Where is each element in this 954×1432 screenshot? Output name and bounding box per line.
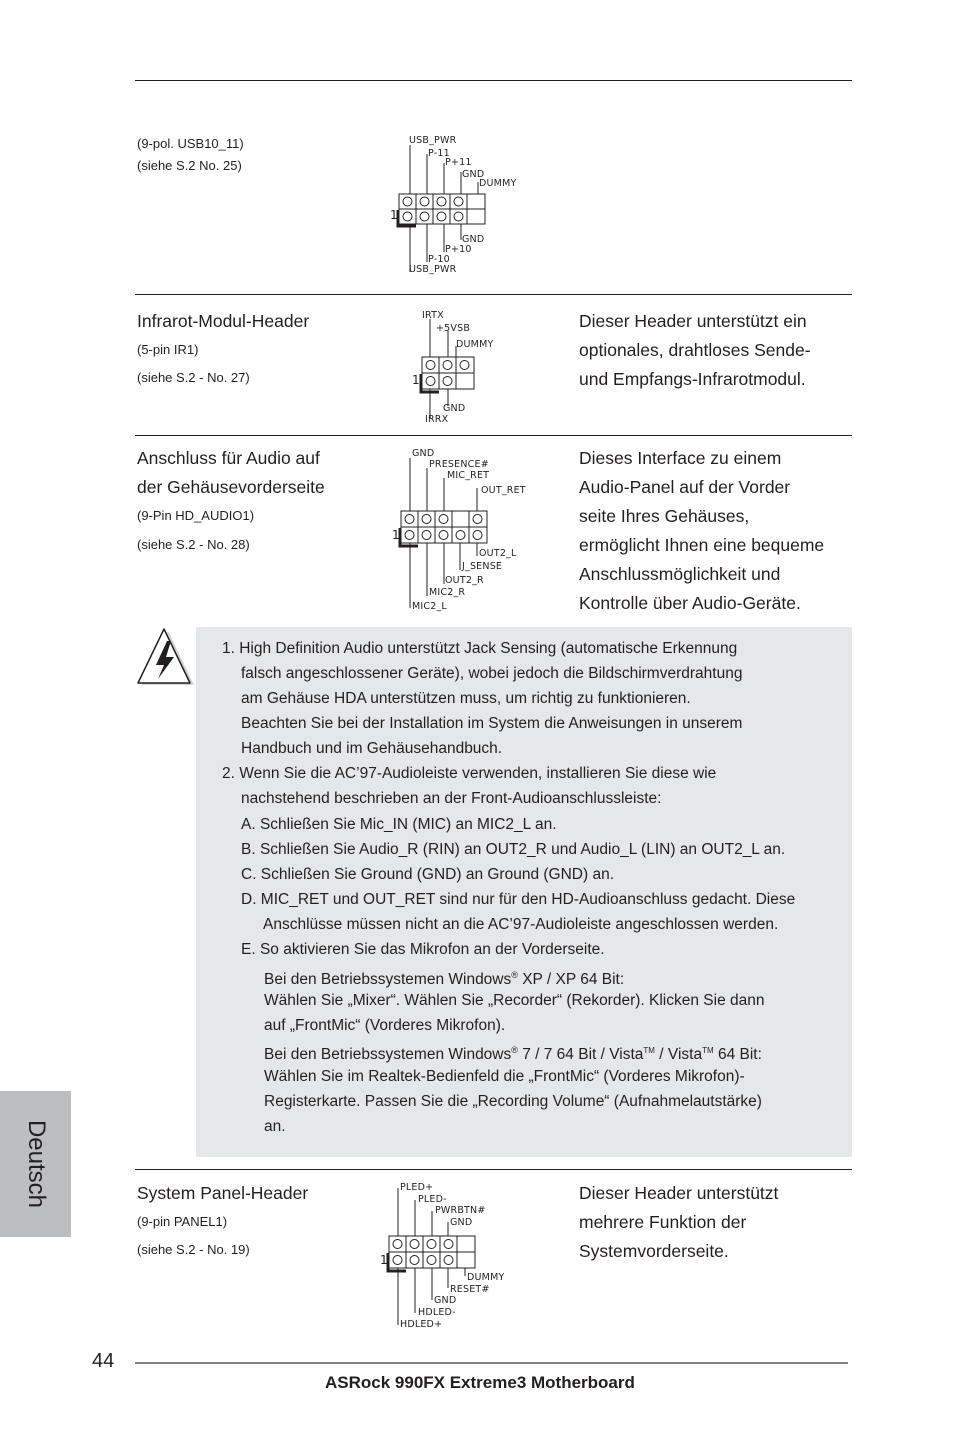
usb-pin-label-gnd-top: GND bbox=[462, 169, 485, 180]
audio-pin-label-mic-ret: MIC_RET bbox=[447, 470, 490, 481]
trademark-mark: TM bbox=[643, 1046, 655, 1055]
ir-header-title: Infrarot-Modul-Header bbox=[137, 311, 310, 331]
usb-header-reference: (siehe S.2 No. 25) bbox=[137, 158, 242, 173]
note-line-17-tail: 64 Bit: bbox=[713, 1046, 762, 1064]
ir-pin-label-gnd: GND bbox=[443, 403, 466, 414]
notes-box bbox=[196, 627, 852, 1157]
audio-header-reference: (siehe S.2 - No. 28) bbox=[137, 537, 250, 552]
trademark-mark: TM bbox=[702, 1046, 714, 1055]
note-line-17-mid1: 7 / 7 64 Bit / Vista bbox=[517, 1046, 644, 1064]
ir-description-line-1: Dieser Header unterstützt ein bbox=[579, 311, 807, 331]
note-line-13: E. So aktivieren Sie das Mikrofon an der Vorderseite. bbox=[241, 941, 605, 958]
note-line-17 bbox=[264, 1038, 762, 1067]
note-line-17-text: Bei den Betriebssystemen Windows bbox=[264, 1046, 512, 1064]
note-line-14-tail: XP / XP 64 Bit: bbox=[517, 971, 625, 989]
ir-pin1-marker: 1 bbox=[412, 373, 420, 387]
footer-title: ASRock 990FX Extreme3 Motherboard bbox=[325, 1373, 635, 1392]
panel-description-line-2: mehrere Funktion der bbox=[579, 1212, 747, 1232]
usb-pin-label-usb-pwr-top: USB_PWR bbox=[409, 135, 457, 146]
panel-description-line-3: Systemvorderseite. bbox=[579, 1241, 729, 1261]
panel-pin-label-hdled-minus: HDLED- bbox=[418, 1307, 456, 1318]
panel-pin-label-gnd-top: GND bbox=[450, 1217, 473, 1228]
panel-pin-label-pwrbtn: PWRBTN# bbox=[435, 1205, 486, 1216]
note-line-14-text: Bei den Betriebssystemen Windows bbox=[264, 971, 512, 989]
audio-description-line-6: Kontrolle über Audio-Geräte. bbox=[579, 593, 801, 613]
audio-description-line-5: Anschlussmöglichkeit und bbox=[579, 564, 781, 584]
panel-pin-label-pled-minus: PLED- bbox=[418, 1194, 447, 1205]
section-divider-2 bbox=[135, 435, 852, 436]
usb-pin-label-p-plus-10: P+10 bbox=[445, 244, 472, 255]
note-line-6: 2. Wenn Sie die AC’97-Audioleiste verwenden, installieren Sie diese wie bbox=[222, 765, 717, 782]
warning-icon bbox=[136, 627, 196, 694]
section-divider-1 bbox=[135, 294, 852, 295]
language-tab bbox=[0, 1091, 71, 1237]
audio-pin-label-presence: PRESENCE# bbox=[429, 459, 489, 470]
usb-pin-label-p-plus-11: P+11 bbox=[445, 157, 472, 168]
note-line-18: Wählen Sie im Realtek-Bedienfeld die „FrontMic“ (Vorderes Mikrofon)- bbox=[264, 1068, 745, 1085]
panel-pin-label-hdled-plus: HDLED+ bbox=[400, 1319, 443, 1330]
panel-header-reference: (siehe S.2 - No. 19) bbox=[137, 1242, 250, 1257]
top-rule bbox=[135, 80, 852, 81]
note-line-20: an. bbox=[264, 1118, 286, 1135]
ir-description-line-2: optionales, drahtloses Sende- bbox=[579, 340, 811, 360]
audio-pin-label-out-ret: OUT_RET bbox=[481, 485, 526, 496]
audio-description-line-2: Audio-Panel auf der Vorder bbox=[579, 477, 791, 497]
usb-pin-label-dummy: DUMMY bbox=[479, 178, 517, 189]
note-line-8: A. Schließen Sie Mic_IN (MIC) an MIC2_L an. bbox=[241, 816, 557, 833]
ir-connector-diagram bbox=[412, 308, 512, 428]
audio-description-line-3: seite Ihres Gehäuses, bbox=[579, 506, 750, 526]
usb-connector-diagram bbox=[390, 130, 530, 280]
note-line-15: Wählen Sie „Mixer“. Wählen Sie „Recorder“ (Rekorder). Klicken Sie dann bbox=[264, 992, 765, 1009]
ir-pin-label-5vsb: +5VSB bbox=[436, 323, 471, 334]
audio-pin-label-mic2-r: MIC2_R bbox=[429, 587, 466, 598]
registered-mark: ® bbox=[511, 970, 518, 980]
note-line-10: C. Schließen Sie Ground (GND) an Ground (GND) an. bbox=[241, 866, 614, 883]
usb-pin-label-p-11: P-11 bbox=[428, 148, 450, 159]
audio-pin-label-mic2-l: MIC2_L bbox=[412, 601, 447, 612]
note-line-2: falsch angeschlossener Geräte), wobei jedoch die Bildschirmverdrahtung bbox=[241, 665, 743, 682]
note-line-12: Anschlüsse müssen nicht an die AC’97-Audioleiste angeschlossen werden. bbox=[263, 916, 779, 933]
audio-connector-diagram bbox=[392, 446, 532, 616]
note-line-1: 1. High Definition Audio unterstützt Jack Sensing (automatische Erkennung bbox=[222, 640, 738, 657]
audio-header-title-line-2: der Gehäusevorderseite bbox=[137, 477, 325, 497]
page-number: 44 bbox=[92, 1350, 115, 1372]
note-line-11: D. MIC_RET und OUT_RET sind nur für den HD-Audioanschluss gedacht. Diese bbox=[241, 891, 796, 908]
note-line-5: Handbuch und im Gehäusehandbuch. bbox=[241, 740, 503, 757]
usb-pin-label-p-10: P-10 bbox=[428, 254, 450, 265]
language-tab-label: Deutsch bbox=[22, 1119, 50, 1209]
usb-pin-label-gnd-bottom: GND bbox=[462, 234, 485, 245]
panel-connector-diagram bbox=[380, 1180, 520, 1332]
note-line-17-mid2: / Vista bbox=[654, 1046, 703, 1064]
note-line-19: Registerkarte. Passen Sie die „Recording Volume“ (Aufnahmelautstärke) bbox=[264, 1093, 762, 1110]
audio-description-line-1: Dieses Interface zu einem bbox=[579, 448, 782, 468]
panel-pin-label-reset: RESET# bbox=[450, 1284, 490, 1295]
ir-header-pin-info: (5-pin IR1) bbox=[137, 342, 199, 357]
panel-pin-label-pled-plus: PLED+ bbox=[400, 1182, 434, 1193]
ir-header-reference: (siehe S.2 - No. 27) bbox=[137, 370, 250, 385]
audio-description-line-4: ermöglicht Ihnen eine bequeme bbox=[579, 535, 825, 555]
panel-header-title: System Panel-Header bbox=[137, 1183, 309, 1203]
note-line-4: Beachten Sie bei der Installation im System die Anweisungen in unserem bbox=[241, 715, 743, 732]
usb-pin1-marker: 1 bbox=[390, 208, 398, 222]
section-divider-3 bbox=[135, 1169, 852, 1170]
panel-pin-label-dummy: DUMMY bbox=[467, 1272, 505, 1283]
ir-pin-label-irrx: IRRX bbox=[425, 414, 449, 425]
panel-description-line-1: Dieser Header unterstützt bbox=[579, 1183, 779, 1203]
ir-pin-label-dummy: DUMMY bbox=[456, 339, 494, 350]
footer-rule bbox=[135, 1362, 848, 1364]
audio-header-title-line-1: Anschluss für Audio auf bbox=[137, 448, 320, 468]
panel-pin-label-gnd-bottom: GND bbox=[434, 1295, 457, 1306]
ir-pin-label-irtx: IRTX bbox=[422, 310, 444, 321]
audio-pin-label-out2-r: OUT2_R bbox=[445, 575, 484, 586]
ir-description-line-3: und Empfangs-Infrarotmodul. bbox=[579, 369, 806, 389]
note-line-3: am Gehäuse HDA unterstützen muss, um richtig zu funktionieren. bbox=[241, 690, 691, 707]
audio-pin-label-j-sense: J_SENSE bbox=[462, 561, 503, 572]
note-line-16: auf „FrontMic“ (Vorderes Mikrofon). bbox=[264, 1017, 506, 1034]
usb-pin-label-usb-pwr-bottom: USB_PWR bbox=[409, 264, 457, 275]
usb-header-name: (9-pol. USB10_11) bbox=[137, 136, 244, 151]
note-line-7: nachstehend beschrieben an der Front-Audioanschlussleiste: bbox=[241, 790, 662, 807]
note-line-9: B. Schließen Sie Audio_R (RIN) an OUT2_R und Audio_L (LIN) an OUT2_L an. bbox=[241, 841, 786, 858]
audio-pin-label-gnd: GND bbox=[412, 448, 435, 459]
panel-pin1-marker: 1 bbox=[380, 1253, 388, 1267]
audio-pin-label-out2-l: OUT2_L bbox=[479, 548, 517, 559]
audio-pin1-marker: 1 bbox=[392, 528, 400, 542]
panel-header-pin-info: (9-pin PANEL1) bbox=[137, 1214, 228, 1229]
registered-mark: ® bbox=[511, 1045, 518, 1055]
usb-pin-diagram bbox=[390, 130, 530, 280]
audio-header-pin-info: (9-Pin HD_AUDIO1) bbox=[137, 508, 255, 523]
